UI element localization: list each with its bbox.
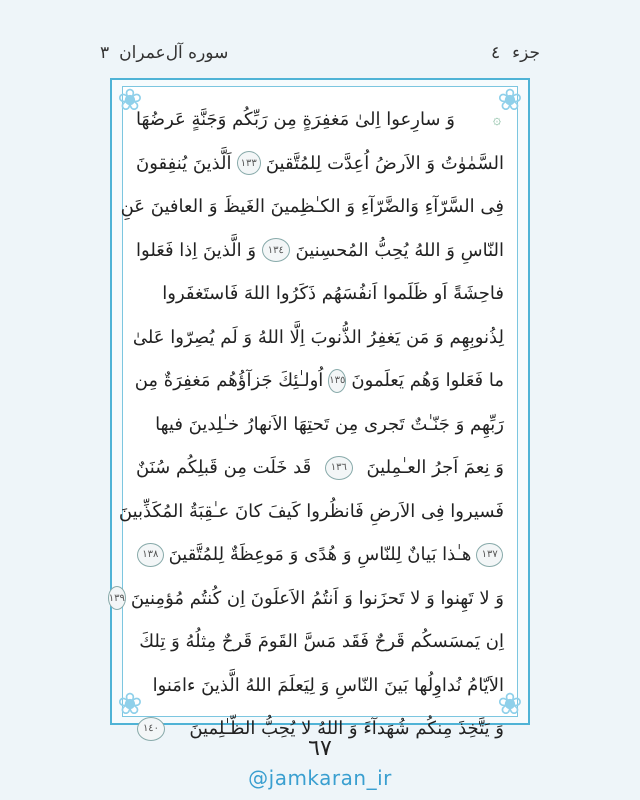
verse-text: اَلَّذينَ يُنفِقونَ: [136, 152, 232, 174]
verse-line: [134, 664, 506, 708]
surah-number: ۳: [100, 43, 110, 63]
verse-text: فَسيروا فِى الاَرضِ فَانظُروا كَيفَ كانَ عـٰقِبَةُ المُكَذِّبينَ: [118, 500, 504, 522]
verse-line: [134, 403, 506, 447]
verse-text: لِذُنوبِهِم وَ مَن يَغفِرُ الذُّنوبَ اِلَّا اللهُ وَ لَم يُصِرّوا عَلىٰ: [132, 326, 504, 348]
verse-line: [134, 142, 506, 186]
verse-line: [134, 229, 506, 273]
verse-text: فِى السَّرّآءِ وَالضَّرّآءِ وَ الكـٰظِمينَ الغَيظَ وَ العافينَ عَنِ: [120, 196, 504, 218]
ayah-number: ١٤٠: [137, 717, 165, 741]
verse-line: [108, 577, 506, 621]
verse-text: فاحِشَةً اَو ظَلَموا اَنفُسَهُم ذَكَرُوا اللهَ فَاستَغفَروا: [162, 283, 504, 305]
ayah-number: ١٣٣: [237, 151, 261, 175]
corner-ornament-icon: ❀: [497, 686, 523, 722]
verse-text: رَبِّهِم وَ جَنّـٰتٌ تَجرى مِن تَحتِهَا الاَنهارُ خـٰلِدينَ فيها: [155, 413, 504, 435]
channel-handle[interactable]: @jamkaran_ir: [248, 766, 392, 790]
ayah-number: ١٣٦: [325, 456, 353, 480]
page-header: [100, 38, 540, 68]
verse-line: [118, 490, 506, 534]
verse-text: اِن يَمسَسكُم قَرحٌ فَقَد مَسَّ القَومَ قَرحٌ مِثلُهُ وَ تِلكَ: [139, 631, 504, 653]
verse-line: [134, 533, 506, 577]
verse-text: السَّمٰوٰتُ وَ الاَرضُ اُعِدَّت لِلمُتَّقينَ: [265, 152, 504, 174]
verse-text: هـٰذا بَيانٌ لِلنّاسِ وَ هُدًى وَ مَوعِظَةٌ لِلمُتَّقينَ: [168, 544, 472, 566]
verse-text: وَ يَتَّخِذَ مِنكُم شُهَدآءَ وَ اللهُ لا يُحِبُّ الظّـٰلِمينَ: [189, 718, 504, 740]
verse-line: [134, 98, 506, 142]
juz-number: ٤: [490, 43, 501, 63]
verse-line: [134, 446, 506, 490]
verse-text: اُولـٰئِكَ جَزآؤُهُم مَغفِرَةٌ مِن: [134, 370, 324, 392]
verse-line: [120, 185, 506, 229]
verse-line: [134, 316, 506, 360]
corner-ornament-icon: ❀: [497, 82, 523, 118]
ayah-number: ١٣٤: [262, 238, 290, 262]
verse-text: قَد خَلَت مِن قَبلِكُم سُنَنٌ: [136, 457, 312, 479]
verse-line: [134, 272, 506, 316]
verse-text: النّاسِ وَ اللهُ يُحِبُّ المُحسِنينَ: [295, 239, 504, 261]
ayah-number: ١٣٩: [108, 586, 126, 610]
surah-indicator: [100, 43, 228, 63]
ayah-number: ١٣٨: [137, 543, 164, 567]
rub-marker-icon: ۞: [492, 111, 502, 128]
juz-label: جزء: [512, 43, 540, 63]
verse-text: وَ نِعمَ اَجرُ العـٰمِلينَ: [366, 457, 504, 479]
verse-line: [134, 620, 506, 664]
page-number: ٦٧: [308, 736, 332, 761]
surah-label: سوره آل‌عمران: [119, 43, 229, 63]
verse-text: وَ سارِعوا اِلىٰ مَغفِرَةٍ مِن رَبِّكُم وَجَنَّةٍ عَرضُهَا: [136, 109, 455, 131]
verse-text: الاَيّامُ نُداوِلُها بَينَ النّاسِ وَ لِيَعلَمَ اللهُ الَّذينَ ءامَنوا: [152, 674, 504, 696]
corner-ornament-icon: ❀: [117, 686, 143, 722]
corner-ornament-icon: ❀: [117, 82, 143, 118]
ayah-number: ١٣٧: [476, 543, 503, 567]
verse-text: وَ الَّذينَ اِذا فَعَلوا: [136, 239, 257, 261]
juz-indicator: [491, 43, 540, 63]
verse-text-area: [108, 98, 506, 740]
verse-text: ما فَعَلوا وَهُم يَعلَمونَ: [351, 370, 504, 392]
ayah-number: ١٣٥: [328, 369, 346, 393]
verse-line: [134, 359, 506, 403]
verse-text: وَ لا تَهِنوا وَ لا تَحزَنوا وَ اَنتُمُ الاَعلَونَ اِن كُنتُم مُؤمِنينَ: [130, 587, 504, 609]
